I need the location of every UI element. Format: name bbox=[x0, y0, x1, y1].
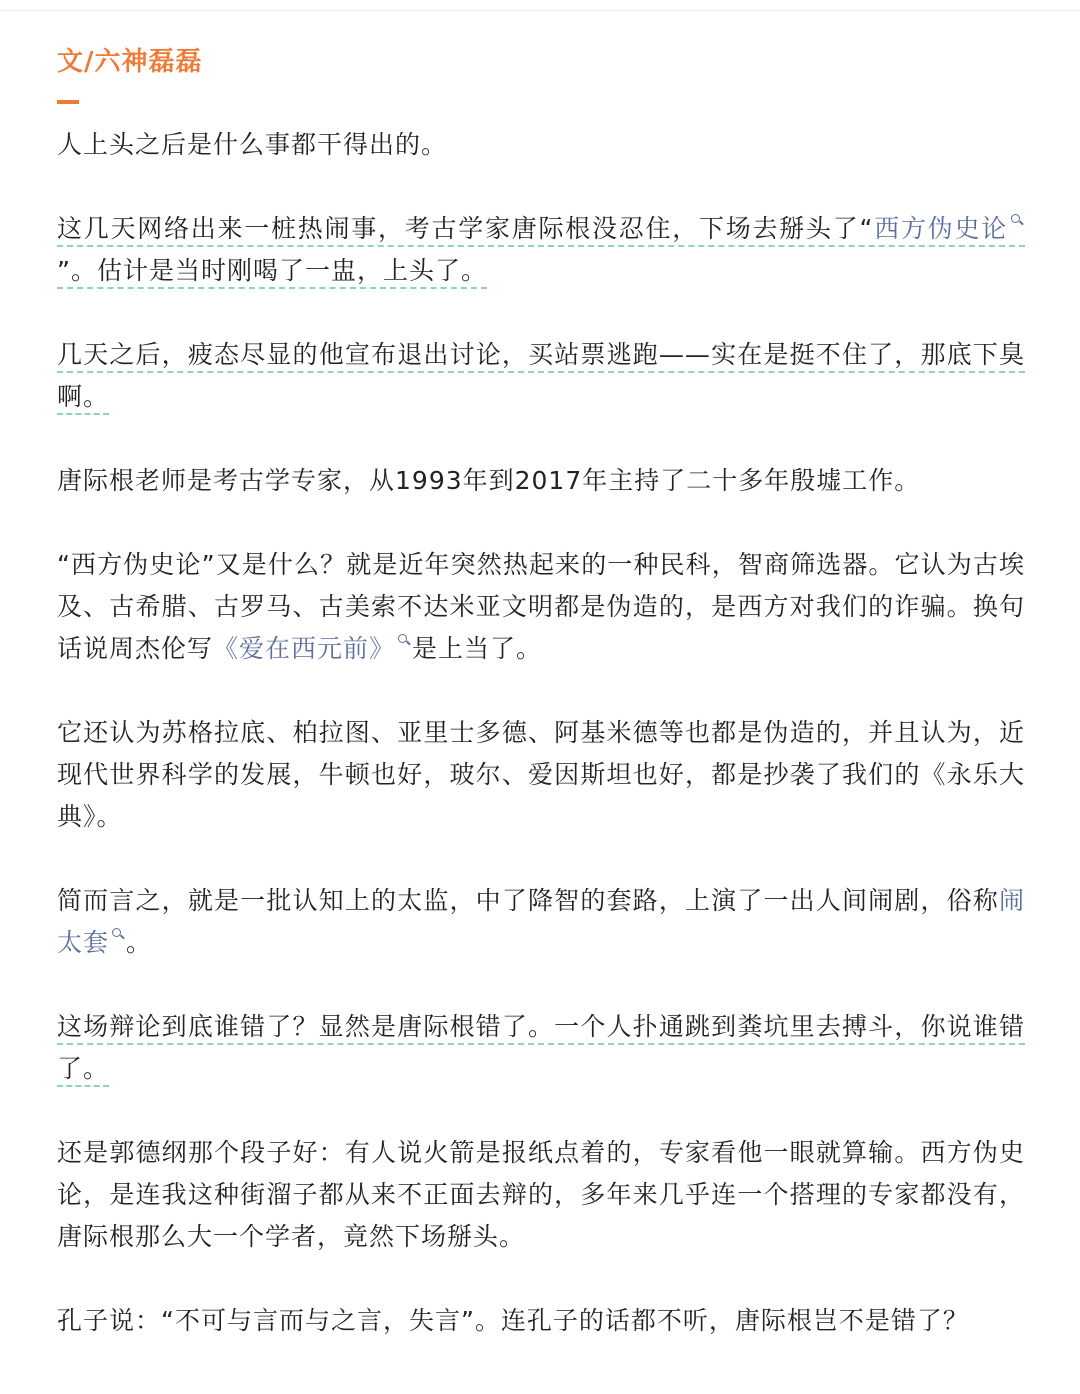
paragraph-7 bbox=[57, 880, 1025, 964]
paragraph-9: 还是郭德纲那个段子好：有人说火箭是报纸点着的，专家看他一眼就算输。西方伪史论，是连我这种街溜子都从来不正面去辩的，多年来几乎连一个搭理的专家都没有，唐际根那么大一个学者，竟然下场掰头。 bbox=[57, 1138, 1025, 1251]
link-song-title[interactable]: 《爱在西元前》 bbox=[213, 634, 396, 663]
paragraph-4: 唐际根老师是考古学专家，从1993年到2017年主持了二十多年殷墟工作。 bbox=[57, 466, 921, 495]
search-icon[interactable] bbox=[1011, 214, 1023, 228]
author-accent-bar bbox=[57, 100, 79, 104]
paragraph-7-text-a: 简而言之，就是一批认知上的太监，中了降智的套路，上演了一出人间闹剧，俗称 bbox=[57, 886, 999, 915]
article-body bbox=[57, 42, 1025, 1342]
link-nao-tai-tao[interactable]: 闹太套 bbox=[57, 886, 1025, 957]
paragraph-10: 孔子说：“不可与言而与之言，失言”。连孔子的话都不听，唐际根岂不是错了？ bbox=[57, 1306, 969, 1335]
paragraph-1: 人上头之后是什么事都干得出的。 bbox=[57, 130, 448, 159]
link-western-pseudo-history[interactable]: 西方伪史论 bbox=[873, 214, 1008, 243]
paragraph-5-text-a: “西方伪史论”又是什么？就是近年突然热起来的一种民科，智商筛选器。它认为古埃及、古希腊、古罗马、古美索不达米亚文明都是伪造的，是西方对我们的诈骗。换句话说周杰伦写 bbox=[57, 550, 1025, 663]
paragraph-2-text-a: 这几天网络出来一桩热闹事，考古学家唐际根没忍住，下场去掰头了“ bbox=[57, 214, 874, 243]
search-icon[interactable] bbox=[112, 928, 124, 942]
paragraph-2 bbox=[57, 208, 1025, 292]
paragraph-3 bbox=[57, 334, 1025, 418]
highlight-span bbox=[57, 214, 1025, 289]
top-divider bbox=[0, 10, 1080, 11]
search-icon[interactable] bbox=[398, 634, 410, 648]
paragraph-2-text-b: ”。估计是当时刚喝了一盅，上头了。 bbox=[57, 256, 487, 285]
paragraph-6: 它还认为苏格拉底、柏拉图、亚里士多德、阿基米德等也都是伪造的，并且认为，近现代世界科学的发展，牛顿也好，玻尔、爱因斯坦也好，都是抄袭了我们的《永乐大典》。 bbox=[57, 718, 1025, 831]
author-byline: 文/六神磊磊 bbox=[57, 47, 203, 77]
paragraph-5 bbox=[57, 544, 1025, 670]
paragraph-8 bbox=[57, 1006, 1025, 1090]
highlight-span: 几天之后，疲态尽显的他宣布退出讨论，买站票逃跑——实在是挺不住了，那底下臭啊。 bbox=[57, 340, 1025, 415]
paragraph-7-text-b: 。 bbox=[126, 928, 153, 957]
paragraph-5-text-b: 是上当了。 bbox=[412, 634, 543, 663]
highlight-span: 这场辩论到底谁错了？显然是唐际根错了。一个人扑通跳到粪坑里去搏斗，你说谁错了。 bbox=[57, 1012, 1025, 1087]
